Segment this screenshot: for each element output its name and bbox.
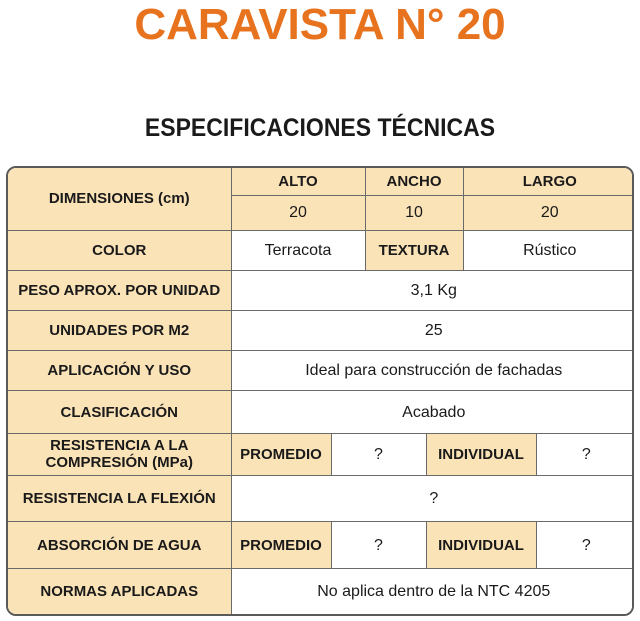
classification-row: [8, 391, 634, 433]
compression-label: [8, 433, 231, 475]
compression-row: [8, 433, 634, 475]
compression-label-line2: COMPRESIÓN (MPa): [45, 454, 193, 472]
page-title: CARAVISTA N° 20: [134, 0, 506, 49]
absorption-avg-label: PROMEDIO: [231, 522, 331, 569]
application-value: Ideal para construcción de fachadas: [231, 351, 634, 391]
texture-label: TEXTURA: [365, 230, 463, 270]
color-label: COLOR: [8, 230, 231, 270]
weight-value: 3,1 Kg: [231, 270, 634, 310]
dimension-value-largo: 20: [463, 195, 634, 230]
absorption-avg-value: ?: [331, 522, 426, 569]
application-row: [8, 351, 634, 391]
compression-ind-value: ?: [536, 433, 634, 475]
section-subtitle: ESPECIFICACIONES TÉCNICAS: [144, 114, 496, 142]
dimension-header-largo: LARGO: [463, 168, 634, 195]
absorption-label: ABSORCIÓN DE AGUA: [8, 522, 231, 569]
color-row: [8, 230, 634, 270]
dimensions-label: DIMENSIONES (cm): [8, 168, 231, 230]
flexion-label: RESISTENCIA LA FLEXIÓN: [8, 475, 231, 521]
dimension-value-ancho: 10: [365, 195, 463, 230]
flexion-row: [8, 475, 634, 521]
dimensions-header-row: [8, 168, 634, 195]
spec-table: [8, 168, 634, 614]
compression-label-line1: RESISTENCIA A LA: [50, 437, 189, 455]
standards-label: NORMAS APLICADAS: [8, 569, 231, 614]
absorption-ind-value: ?: [536, 522, 634, 569]
color-value: Terracota: [231, 230, 365, 270]
absorption-ind-label: INDIVIDUAL: [426, 522, 536, 569]
absorption-row: [8, 522, 634, 569]
weight-row: [8, 270, 634, 310]
units-value: 25: [231, 311, 634, 351]
weight-label: PESO APROX. POR UNIDAD: [8, 270, 231, 310]
spec-table-container: [6, 166, 634, 616]
dimension-header-alto: ALTO: [231, 168, 365, 195]
compression-avg-label: PROMEDIO: [231, 433, 331, 475]
application-label: APLICACIÓN Y USO: [8, 351, 231, 391]
units-label: UNIDADES POR M2: [8, 311, 231, 351]
classification-label: CLASIFICACIÓN: [8, 391, 231, 433]
compression-avg-value: ?: [331, 433, 426, 475]
classification-value: Acabado: [231, 391, 634, 433]
dimension-header-ancho: ANCHO: [365, 168, 463, 195]
flexion-value: ?: [231, 475, 634, 521]
standards-value: No aplica dentro de la NTC 4205: [231, 569, 634, 614]
units-row: [8, 311, 634, 351]
dimension-value-alto: 20: [231, 195, 365, 230]
compression-ind-label: INDIVIDUAL: [426, 433, 536, 475]
texture-value: Rústico: [463, 230, 634, 270]
standards-row: [8, 569, 634, 614]
